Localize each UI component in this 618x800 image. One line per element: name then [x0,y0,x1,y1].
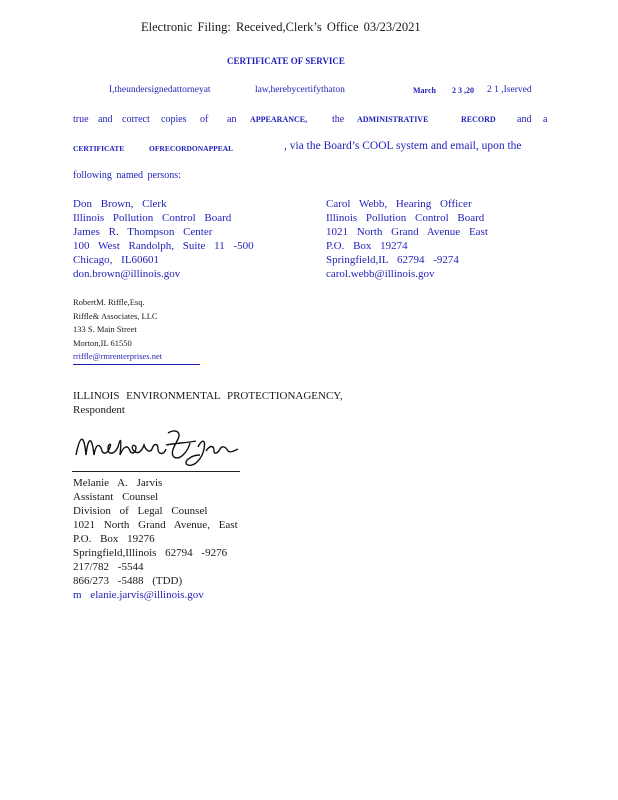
document-title: CERTIFICATE OF SERVICE [227,56,345,66]
body-following-persons: following named persons: [73,170,181,181]
sender-line: 866/273 -5488 (TDD) [73,575,183,587]
sender-line: Melanie A. Jarvis [73,477,163,489]
recipient-brown [73,197,254,281]
certify-day: 2 3 ,20 [452,86,474,95]
sender-line: P.O. Box 19276 [73,533,155,545]
certify-month: March [413,86,436,95]
sender-line: Assistant Counsel [73,491,159,503]
recipient-riffle-line: Riffle& Associates, LLC [73,310,158,321]
recipient-webb-line: 1021 North Grand Avenue East [326,226,488,238]
sender-line: 217/782 -5544 [73,561,144,573]
recipient-brown-line: Illinois Pollution Control Board [73,212,232,224]
recipient-webb [326,197,488,281]
body-word-appearance: APPEARANCE, [250,115,308,124]
recipient-riffle-line: RobertM. Riffle,Esq. [73,297,145,307]
sender-role: Respondent [73,404,125,416]
recipient-brown-line: Don Brown, Clerk [73,198,167,210]
recipient-brown-email[interactable]: don.brown@illinois.gov [73,268,181,280]
signature-line [72,471,240,472]
certify-text-b: law,herebycertifythaton [255,85,345,95]
recipient-webb-line: P.O. Box 19274 [326,240,408,252]
recipient-brown-line: Chicago, IL60601 [73,254,160,266]
body-word-true: true [73,114,89,125]
body-word-correct: correct [122,114,150,125]
body-word-the: the [332,114,345,125]
body-word-a: a [543,114,548,125]
recipient-riffle-line: Morton,IL 61550 [73,337,132,348]
certify-year: 2 1 ,Iserved [487,85,532,95]
sender-email[interactable]: m elanie.jarvis@illinois.gov [73,589,204,601]
body-word-of: of [200,114,209,125]
body-word-and-2: and [517,114,532,125]
certify-text-a: I,theundersignedattorneyat [109,85,211,95]
recipient-riffle [73,296,200,365]
sender-line: 1021 North Grand Avenue, East [73,519,238,531]
body-word-administrative: ADMINISTRATIVE [357,115,429,124]
sender-address [73,476,238,602]
recipient-webb-line: Springfield,IL 62794 -9274 [326,254,459,266]
body-word-and: and [98,114,113,125]
sender-line: Division of Legal Counsel [73,505,208,517]
body-word-record-on-appeal: OFRECORDONAPPEAL [149,144,234,153]
sender-line: Springfield,Illinois 62794 -9276 [73,547,228,559]
recipient-webb-email[interactable]: carol.webb@illinois.gov [326,268,435,280]
recipient-brown-line: 100 West Randolph, Suite 11 -500 [73,240,254,252]
body-word-record: RECORD [461,115,496,124]
body-cool-system-text: , via the Board’s COOL system and email, upon the [284,140,522,152]
recipient-riffle-email[interactable]: rriffle@rmrenterprises.net [73,350,200,365]
recipient-webb-line: Carol Webb, Hearing Officer [326,198,472,210]
recipient-brown-line: James R. Thompson Center [73,226,213,238]
filing-stamp-header: Electronic Filing: Received,Clerk’s Office 03/23/2021 [141,20,421,34]
body-word-copies: copies [161,114,187,125]
body-word-certificate: CERTIFICATE [73,144,125,153]
recipient-riffle-line: 133 S. Main Street [73,324,137,334]
signature-image [70,425,250,471]
body-word-an: an [227,114,237,125]
sender-org: ILLINOIS ENVIRONMENTAL PROTECTIONAGENCY, [73,390,343,402]
recipient-webb-line: Illinois Pollution Control Board [326,212,485,224]
